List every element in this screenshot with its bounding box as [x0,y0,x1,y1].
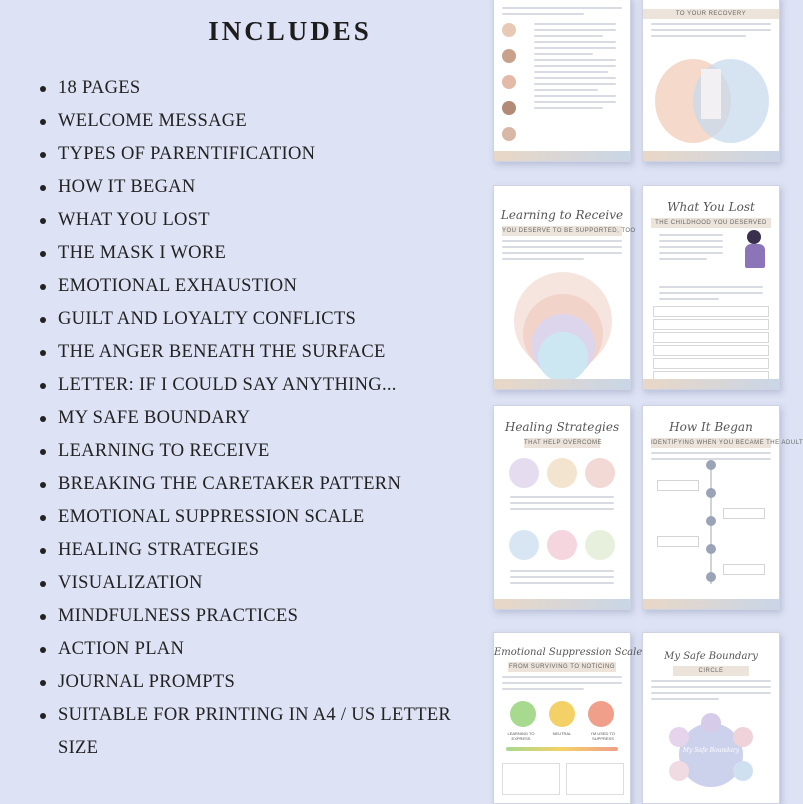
scale-label: LEARNING TO EXPRESS [507,731,535,741]
feature-item: MY SAFE BOUNDARY [36,402,486,435]
feature-item: LEARNING TO RECEIVE [36,435,486,468]
feature-item: 18 PAGES [36,72,486,105]
page-preview-healing-strategies [493,405,631,610]
page-preview-how-it-began [642,405,803,610]
page-title: Healing Strategies [504,420,620,434]
page-subtitle: TO YOUR RECOVERY [643,9,779,19]
feature-item: HEALING STRATEGIES [36,534,486,567]
includes-heading: INCLUDES [208,16,372,46]
feature-item: EMOTIONAL EXHAUSTION [36,270,486,303]
feature-item: VISUALIZATION [36,567,486,600]
page-subtitle: YOU DESERVE TO BE SUPPORTED, TOO [502,228,636,234]
page-subtitle: THE CHILDHOOD YOU DESERVED [651,218,771,228]
page-title: How It Began [669,420,753,434]
page-subtitle: IDENTIFYING WHEN YOU BECAME THE ADULT [651,440,803,446]
feature-item: SUITABLE FOR PRINTING IN A4 / US LETTER SIZE [36,699,486,765]
sad-face-icon [588,701,614,727]
feature-item: WHAT YOU LOST [36,204,486,237]
feature-item: MINDFULNESS PRACTICES [36,600,486,633]
scale-bar [506,747,618,751]
feature-item: ACTION PLAN [36,633,486,666]
neutral-face-icon [549,701,575,727]
portrait-column [502,19,520,139]
page-preview-what-you-lost [642,185,780,390]
boundary-center-label: My Safe Boundary [682,747,740,754]
feature-item: JOURNAL PROMPTS [36,666,486,699]
feature-item: TYPES OF PARENTIFICATION [36,138,486,171]
feature-item: BREAKING THE CARETAKER PATTERN [36,468,486,501]
page-subtitle: FROM SURVIVING TO NOTICING [508,664,615,670]
feature-item: WELCOME MESSAGE [36,105,486,138]
page-preview-learning-to-receive [493,185,636,390]
sitting-girl-illustration [743,230,769,270]
page-preview-welcome [493,0,631,162]
page-preview-emotional-suppression-scale [493,632,643,804]
scale-label: NEUTRAL [552,731,572,736]
page-preview-types [642,0,780,162]
feature-item: HOW IT BEGAN [36,171,486,204]
page-subtitle: CIRCLE [673,666,749,676]
page-title: My Safe Boundary [664,651,758,662]
page-preview-my-safe-boundary [642,632,780,804]
feature-item: THE MASK I WORE [36,237,486,270]
page-title: Emotional Suppression Scale [494,647,643,658]
page-title: What You Lost [667,200,755,214]
scale-label: I'M USED TO SUPPRESS [591,731,615,741]
feature-item: LETTER: IF I COULD SAY ANYTHING... [36,369,486,402]
feature-item: THE ANGER BENEATH THE SURFACE [36,336,486,369]
page-title: Learning to Receive [500,208,624,222]
feature-item: EMOTIONAL SUPPRESSION SCALE [36,501,486,534]
feature-item: GUILT AND LOYALTY CONFLICTS [36,303,486,336]
page-subtitle: THAT HELP OVERCOME [524,440,603,446]
smile-face-icon [510,701,536,727]
feature-list [36,72,486,765]
